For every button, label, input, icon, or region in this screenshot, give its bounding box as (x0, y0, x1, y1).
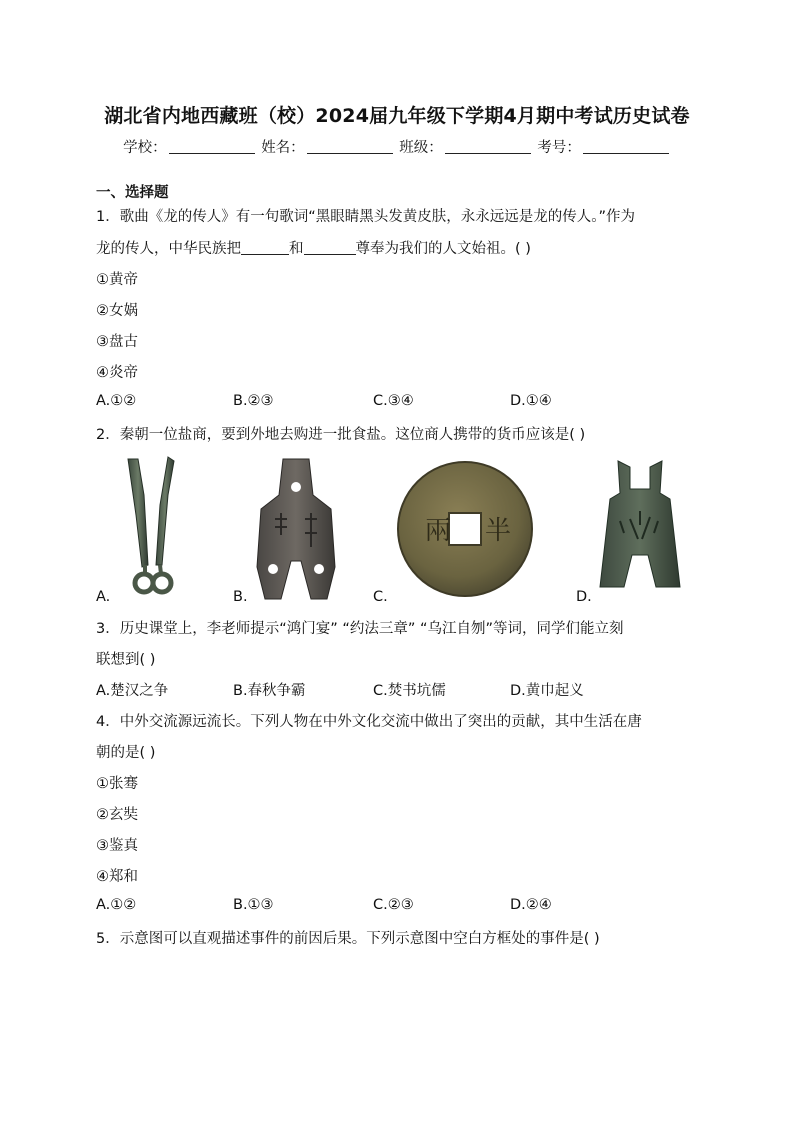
q1-option-d[interactable]: D.①④ (510, 393, 552, 409)
q1-item-4: ④炎帝 (96, 365, 138, 381)
q1-option-a[interactable]: A.①② (96, 393, 137, 409)
q4-stem-line2: 朝的是( ) (96, 745, 156, 761)
q1-stem-part1: 龙的传人，中华民族把 (96, 241, 241, 257)
q1-stem-line1: 1．歌曲《龙的传人》有一句歌词“黑眼睛黑头发黄皮肤，永永远远是龙的传人。”作为 (96, 209, 635, 225)
knife-coin-icon (114, 455, 194, 603)
q1-stem-part3: 尊奉为我们的人文始祖。( ) (355, 241, 531, 257)
q3-option-c[interactable]: C.焚书坑儒 (373, 683, 446, 699)
q2-option-a[interactable] (96, 455, 206, 605)
school-label: 学校： (123, 140, 167, 156)
class-blank[interactable] (445, 139, 531, 154)
q4-item-2: ②玄奘 (96, 807, 138, 823)
banliang-round-coin-icon (395, 459, 535, 599)
q2-option-b-label: B. (233, 589, 248, 605)
q1-option-c[interactable]: C.③④ (373, 393, 414, 409)
q5-stem: 5．示意图可以直观描述事件的前因后果。下列示意图中空白方框处的事件是( ) (96, 931, 600, 947)
q3-stem-line2: 联想到( ) (96, 652, 156, 668)
exam-title: 湖北省内地西藏班（校）2024届九年级下学期4月期中考试历史试卷 (104, 105, 690, 127)
coin-char-left: 兩 (425, 516, 452, 546)
q2-option-c[interactable] (373, 455, 543, 605)
q1-stem-part2: 和 (289, 241, 304, 257)
q1-stem-line2 (96, 237, 531, 258)
q4-option-a[interactable]: A.①② (96, 897, 137, 913)
q4-item-4: ④郑和 (96, 869, 138, 885)
q4-item-3: ③鉴真 (96, 838, 138, 854)
section-heading: 一、选择题 (96, 185, 169, 201)
q1-blank-1[interactable] (241, 240, 289, 255)
q2-option-a-label: A. (96, 589, 111, 605)
name-label: 姓名： (261, 140, 305, 156)
q3-option-b[interactable]: B.春秋争霸 (233, 683, 306, 699)
q2-stem: 2．秦朝一位盐商，要到外地去购进一批食盐。这位商人携带的货币应该是( ) (96, 427, 586, 443)
q3-stem-line1: 3．历史课堂上，李老师提示“鸿门宴” “约法三章” “乌江自刎”等词，同学们能立刻 (96, 621, 624, 637)
q4-option-b[interactable]: B.①③ (233, 897, 274, 913)
number-blank[interactable] (583, 139, 669, 154)
q2-option-c-label: C. (373, 589, 388, 605)
q1-blank-2[interactable] (304, 240, 356, 255)
q4-option-c[interactable]: C.②③ (373, 897, 414, 913)
number-label: 考号： (537, 140, 581, 156)
school-blank[interactable] (169, 139, 255, 154)
q2-image-options (96, 455, 706, 605)
q4-stem-line1: 4．中外交流源远流长。下列人物在中外文化交流中做出了突出的贡献，其中生活在唐 (96, 714, 642, 730)
student-info-line (0, 136, 794, 157)
q1-item-2: ②女娲 (96, 303, 138, 319)
coin-char-right: 半 (485, 516, 512, 546)
q4-item-1: ①张骞 (96, 776, 138, 792)
class-label: 班级： (399, 140, 443, 156)
q1-item-3: ③盘古 (96, 334, 138, 350)
square-foot-spade-coin-icon (594, 459, 686, 595)
q2-option-b[interactable] (233, 455, 353, 605)
q4-option-d[interactable]: D.②④ (510, 897, 552, 913)
q3-option-a[interactable]: A.楚汉之争 (96, 683, 169, 699)
q1-item-1: ①黄帝 (96, 272, 138, 288)
q3-option-d[interactable]: D.黄巾起义 (510, 683, 584, 699)
q2-option-d[interactable] (576, 455, 696, 605)
pointed-spade-coin-icon (253, 457, 339, 603)
q2-option-d-label: D. (576, 589, 592, 605)
q1-option-b[interactable]: B.②③ (233, 393, 274, 409)
name-blank[interactable] (307, 139, 393, 154)
